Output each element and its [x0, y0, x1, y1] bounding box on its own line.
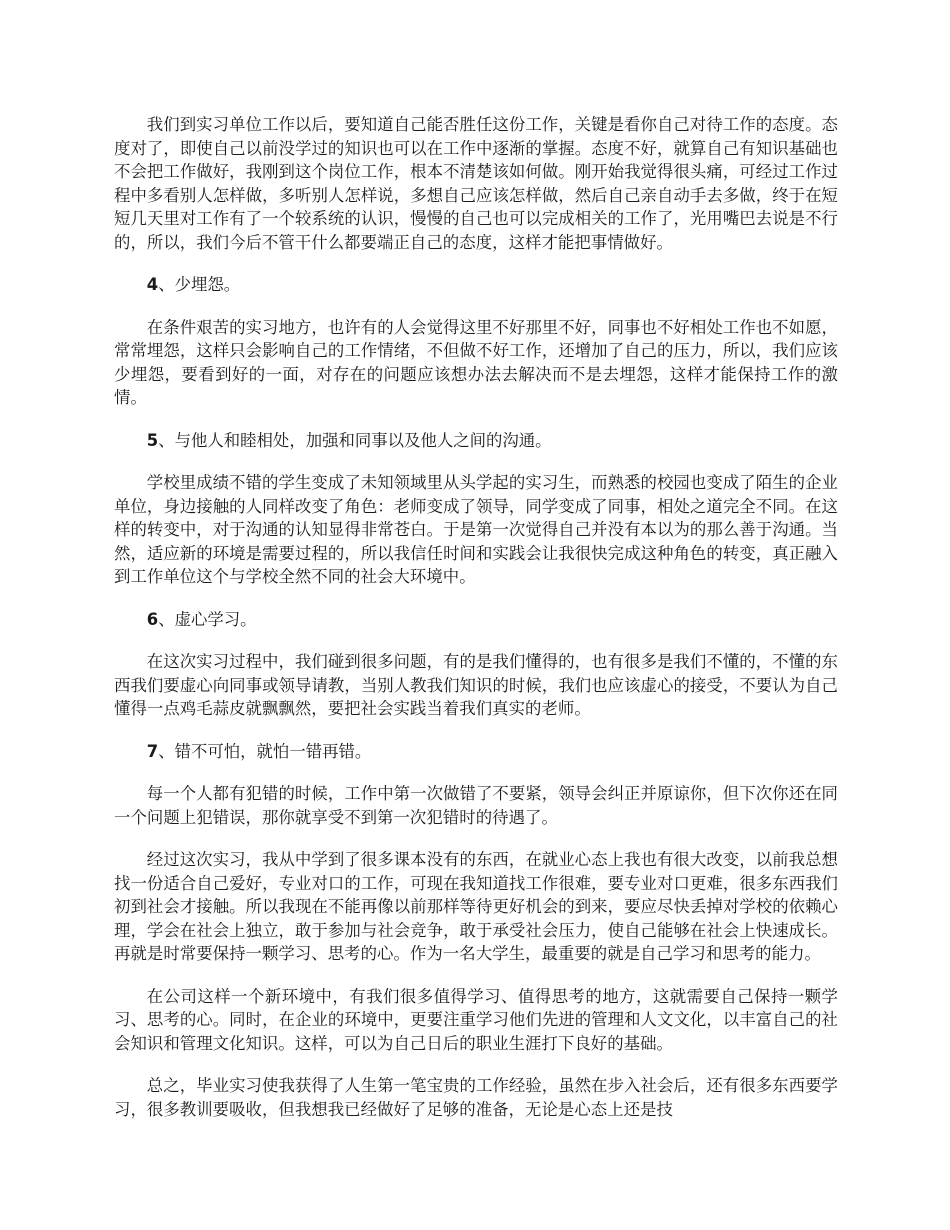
heading-6	[114, 608, 838, 632]
paragraph-conclusion: 总之，毕业实习使我获得了人生第一笔宝贵的工作经验，虽然在步入社会后，还有很多东西要学习，很多教训要吸收，但我想我已经做好了足够的准备，无论是心态上还是技	[114, 1076, 838, 1119]
paragraph-mistakes: 每一个人都有犯错的时候，工作中第一次做错了不要紧，领导会纠正并原谅你，但下次你还在同一个问题上犯错误，那你就享受不到第一次犯错时的待遇了。	[114, 784, 838, 827]
heading-text: 、虚心学习。	[158, 609, 257, 629]
heading-text: 、少埋怨。	[158, 275, 241, 294]
heading-4	[114, 273, 838, 297]
heading-text: 、错不可怕，就怕一错再错。	[158, 741, 372, 761]
heading-number: 4	[146, 275, 159, 294]
paragraph-communication: 学校里成绩不错的学生变成了未知领域里从头学起的实习生，而熟悉的校园也变成了陌生的企业单位，身边接触的人同样改变了角色：老师变成了领导，同学变成了同事，相处之道完全不同。在这样的转变中，对于沟通的认知显得非常苍白。于是第一次觉得自己并没有本以为的那么善于沟通。当然，适应新的环境是需要过程的，所以我信任时间和实践会让我很快完成这种角色的转变，真正融入到工作单位这个与学校全然不同的社会大环境中。	[114, 473, 838, 586]
heading-5	[114, 429, 838, 453]
paragraph-experience: 经过这次实习，我从中学到了很多课本没有的东西，在就业心态上我也有很大改变，以前我总想找一份适合自己爱好，专业对口的工作，可现在我知道找工作很难，要专业对口更难，很多东西我们初到社会才接触。所以我现在不能再像以前那样等待更好机会的到来，要应尽快丢掉对学校的依赖心理，学会在社会上独立，敢于参加与社会竞争，敢于承受社会压力，使自己能够在社会上快速成长。再就是时常要保持一颗学习、思考的心。作为一名大学生，最重要的就是自己学习和思考的能力。	[114, 850, 838, 963]
heading-number: 6	[146, 609, 159, 629]
heading-number: 7	[146, 741, 159, 761]
paragraph-company-environment: 在公司这样一个新环境中，有我们很多值得学习、值得思考的地方，这就需要自己保持一颗学习、思考的心。同时，在企业的环境中，更要注重学习他们先进的管理和人文文化，以丰富自己的社会知识和管理文化知识。这样，可以为自己日后的职业生涯打下良好的基础。	[114, 986, 838, 1053]
paragraph-humble-learning: 在这次实习过程中，我们碰到很多问题，有的是我们懂得的，也有很多是我们不懂的，不懂的东西我们要虚心向同事或领导请教，当别人教我们知识的时候，我们也应该虚心的接受，不要认为自己懂得一点鸡毛蒜皮就飘飘然，要把社会实践当着我们真实的老师。	[114, 652, 838, 718]
heading-text: 、与他人和睦相处，加强和同事以及他人之间的沟通。	[158, 430, 552, 450]
heading-7	[114, 740, 838, 764]
paragraph-complain-less: 在条件艰苦的实习地方，也许有的人会觉得这里不好那里不好，同事也不好相处工作也不如愿，常常埋怨，这样只会影响自己的工作情绪，不但做不好工作，还增加了自己的压力，所以，我们应该少埋怨，要看到好的一面，对存在的问题应该想办法去解决而不是去埋怨，这样才能保持工作的激情。	[114, 317, 838, 407]
paragraph-attitude: 我们到实习单位工作以后，要知道自己能否胜任这份工作，关键是看你自己对待工作的态度。态度对了，即使自己以前没学过的知识也可以在工作中逐渐的掌握。态度不好，就算自己有知识基础也不会把工作做好，我刚到这个岗位工作，根本不清楚该如何做。刚开始我觉得很头痛，可经过工作过程中多看别人怎样做，多听别人怎样说，多想自己应该怎样做，然后自己亲自动手去多做，终于在短短几天里对工作有了一个较系统的认识，慢慢的自己也可以完成相关的工作了，光用嘴巴去说是不行的，所以，我们今后不管干什么都要端正自己的态度，这样才能把事情做好。	[114, 115, 838, 252]
heading-number: 5	[146, 430, 159, 450]
document-body	[114, 113, 838, 1140]
